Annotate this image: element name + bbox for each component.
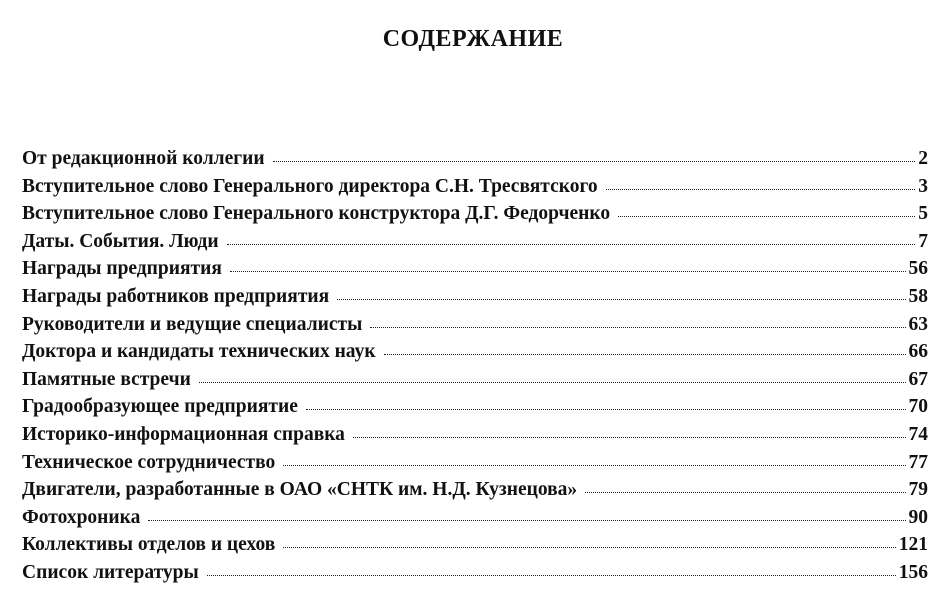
dot-leader [273,161,916,162]
toc-entry-page: 3 [918,175,928,197]
toc-entry-page: 67 [908,368,928,390]
dot-leader [618,216,915,217]
toc-entry-label: Доктора и кандидаты технических наук [22,341,376,363]
toc-entry-label: Градообразующее предприятие [22,396,298,418]
toc-entry-label: Техническое сотрудничество [22,451,276,473]
toc-entry [22,369,928,397]
toc-entry-page: 58 [908,285,928,307]
dot-leader [306,409,906,410]
dot-leader [283,547,896,548]
toc-entry-label: Руководители и ведущие специалисты [22,313,363,335]
toc-entry [22,424,928,452]
dot-leader [227,244,916,245]
dot-leader [384,354,906,355]
toc-entry-label: Фотохроника [22,506,141,528]
toc-entry [22,176,928,204]
toc-entry-page: 74 [908,423,928,445]
dot-leader [207,575,896,576]
toc-entry-page: 56 [908,258,928,280]
toc-entry-label: Список литературы [22,561,199,583]
toc-entry [22,507,928,535]
toc-entry-label: От редакционной коллегии [22,148,265,169]
toc-entry-page: 121 [898,534,928,556]
toc-entry-label: Двигатели, разработанные в ОАО «СНТК им. Н.Д. Кузнецова» [22,479,578,501]
table-of-contents [22,148,928,590]
toc-entry [22,258,928,286]
toc-entry [22,534,928,562]
toc-entry [22,452,928,480]
toc-entry-label: Награды работников предприятия [22,285,330,307]
toc-entry-page: 70 [908,396,928,418]
toc-entry [22,396,928,424]
toc-entry-label: Памятные встречи [22,368,191,390]
dot-leader [283,465,905,466]
page-title: СОДЕРЖАНИЕ [382,26,564,52]
toc-entry-label: Историко-информационная справка [22,423,345,445]
dot-leader [370,327,905,328]
dot-leader [337,299,905,300]
toc-entry-label: Даты. События. Люди [22,230,219,252]
toc-entry [22,203,928,231]
toc-entry-label: Награды предприятия [22,258,222,280]
dot-leader [148,520,905,521]
toc-entry [22,148,928,176]
dot-leader [230,271,906,272]
dot-leader [199,382,906,383]
toc-entry-label: Вступительное слово Генерального директора С.Н. Тресвятского [22,175,598,197]
toc-entry [22,341,928,369]
toc-entry [22,314,928,342]
toc-entry-page: 7 [918,230,928,252]
toc-entry [22,231,928,259]
toc-entry-page: 156 [898,561,928,583]
toc-entry-page: 90 [908,506,928,528]
dot-leader [606,189,916,190]
toc-entry-page: 79 [908,479,928,501]
toc-entry [22,286,928,314]
dot-leader [353,437,906,438]
toc-entry-label: Коллективы отделов и цехов [22,534,276,556]
toc-entry-page: 5 [918,203,928,225]
toc-entry-page: 77 [908,451,928,473]
toc-entry-label: Вступительное слово Генерального конструктора Д.Г. Федорченко [22,203,611,225]
toc-entry-page: 63 [908,313,928,335]
dot-leader [585,492,905,493]
toc-entry [22,562,928,590]
toc-entry [22,479,928,507]
toc-entry-page: 2 [918,148,928,169]
toc-entry-page: 66 [908,341,928,363]
